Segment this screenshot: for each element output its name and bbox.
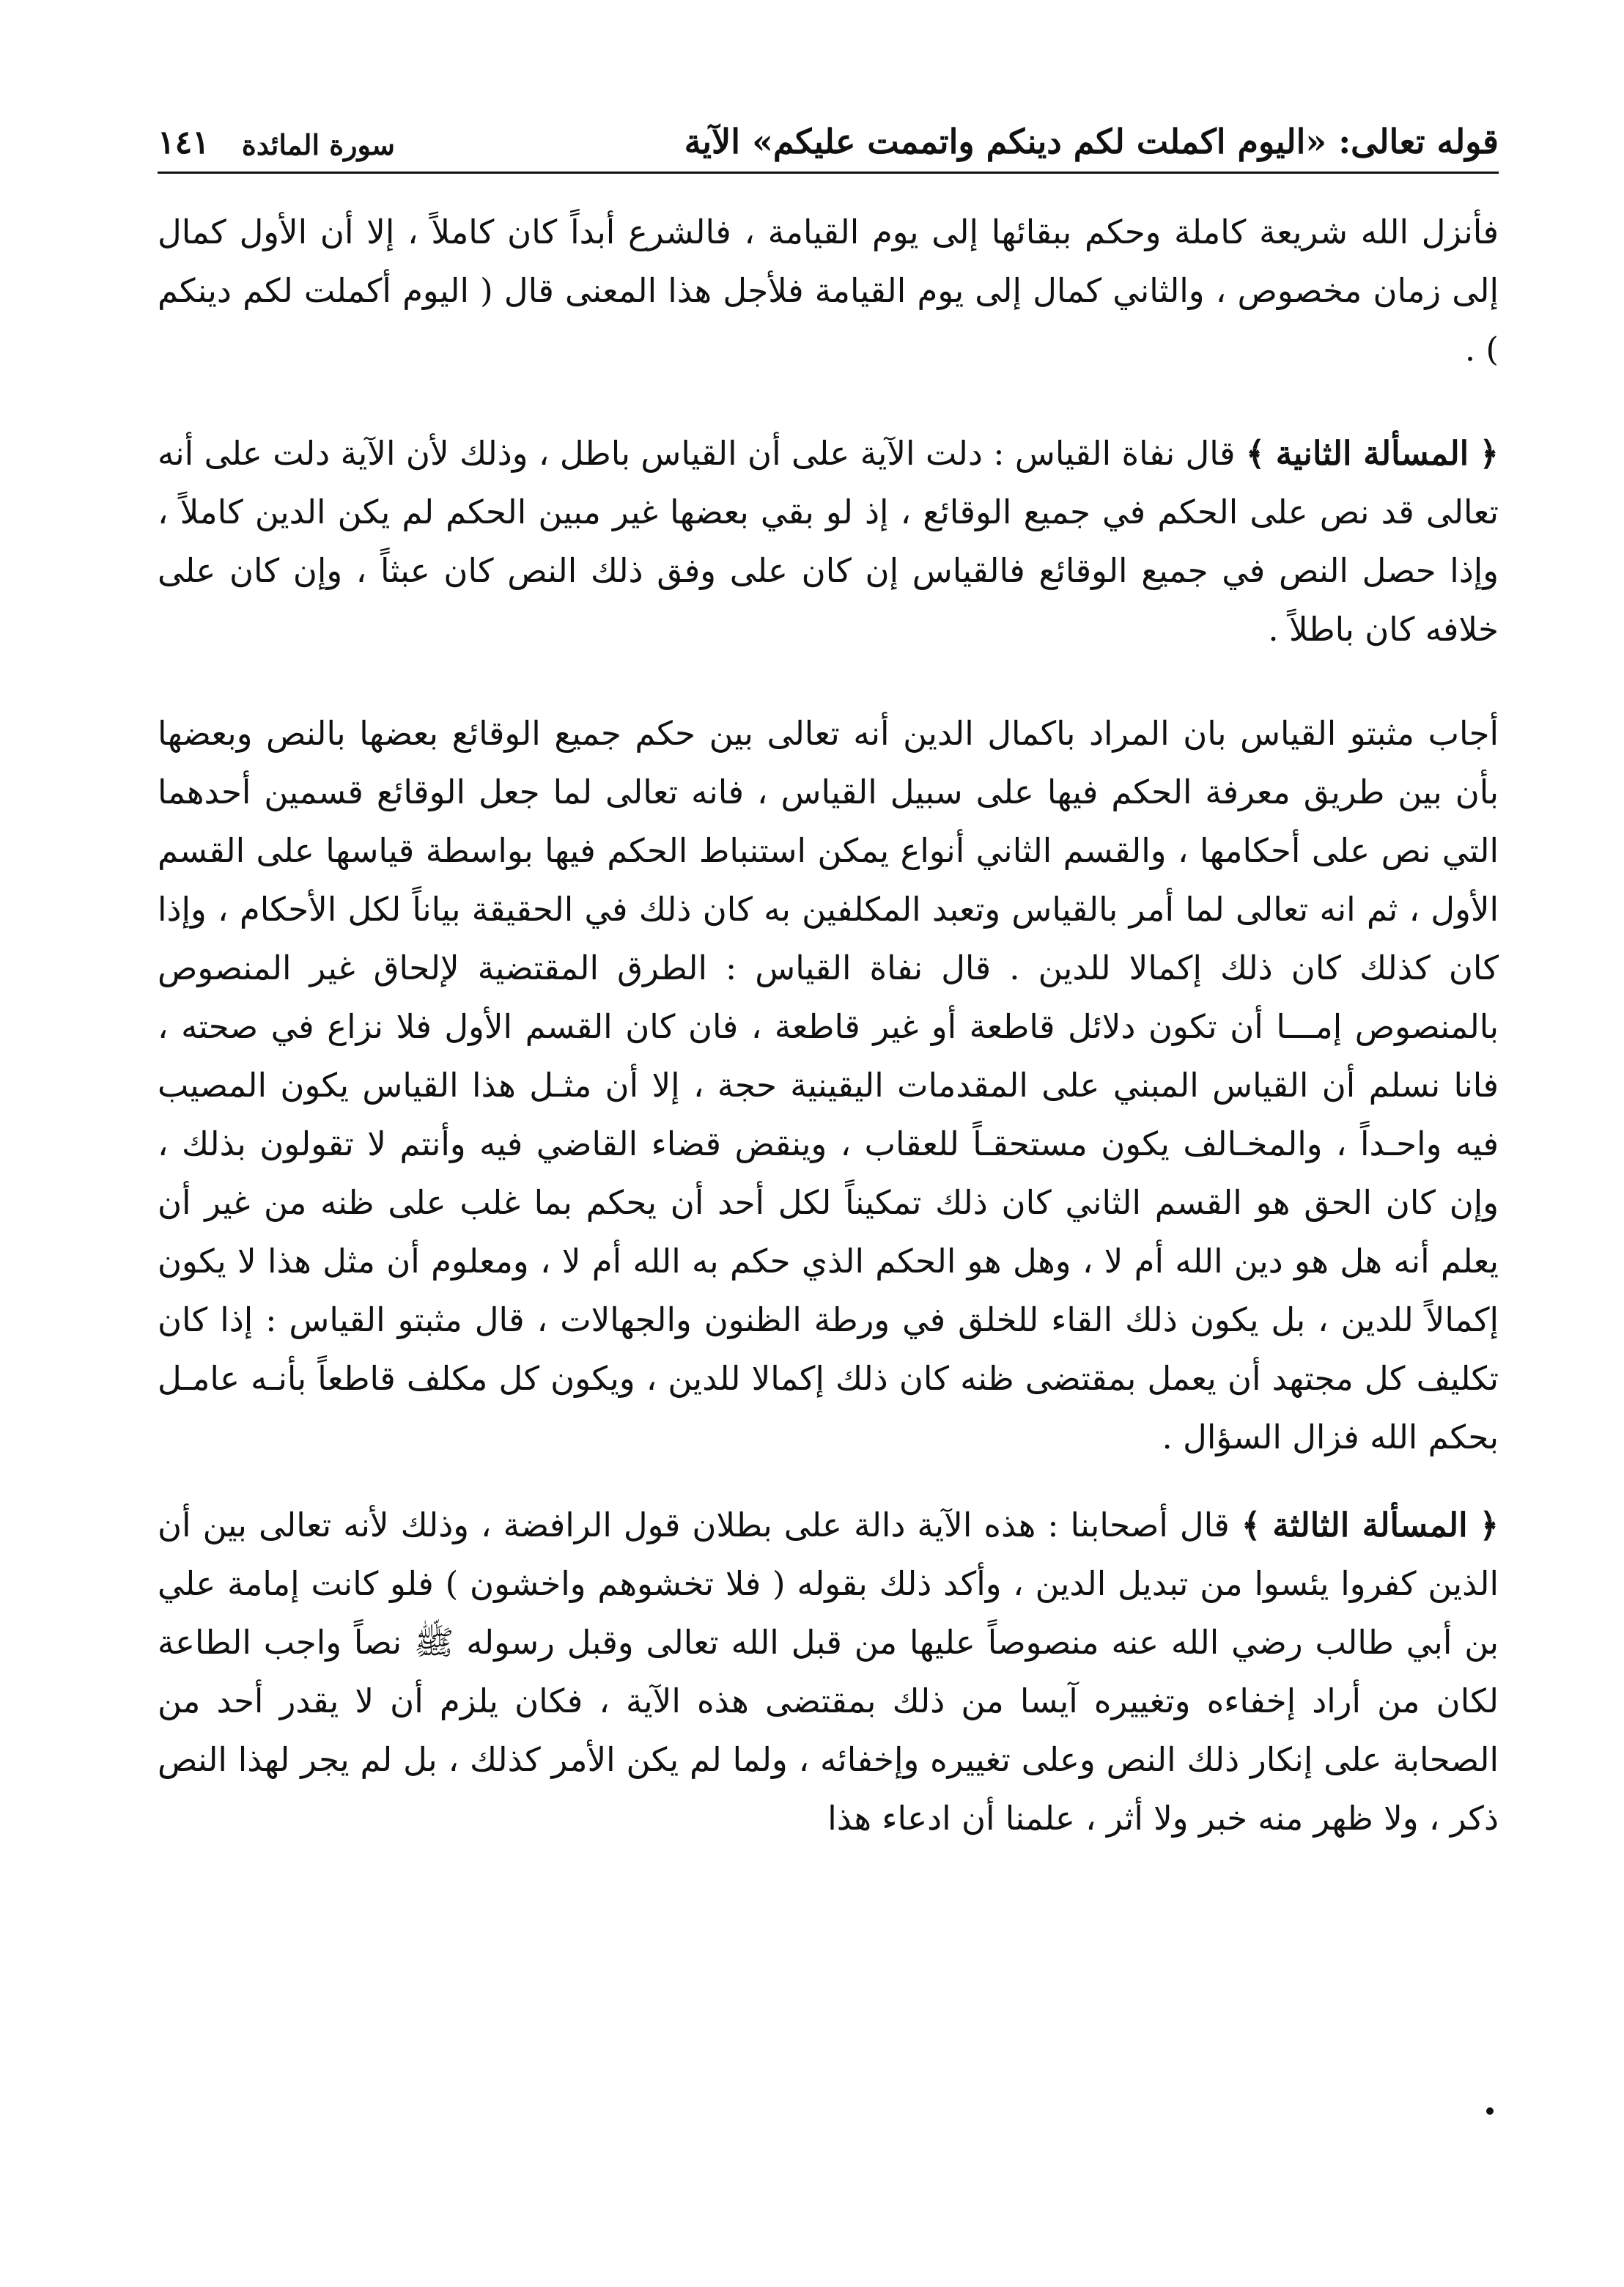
paragraph-3: أجاب مثبتو القياس بان المراد باكمال الدين أنه تعالى بين حكم جميع الوقائع بعضها بالنص وبعضها بأن بين طريق معرفة الحكم فيها على سبيل القياس ، فانه تعالى لما جعل الوقائع قسمين أحدهما التي نص على أحكامها ، والقسم الثاني أنواع يمكن استنباط الحكم فيها بواسطة قياسها على القسم الأول ، ثم انه تعالى لما أمر بالقياس وتعبد المكلفين به كان ذلك في الحقيقة بياناً لكل الأحكام ، وإذا كان كذلك كان ذلك إكمالا للدين . قال نفاة القياس : الطرق المقتضية لإلحاق غير المنصوص بالمنصوص إمـــا أن تكون دلائل قاطعة أو غير قاطعة ، فان كان القسم الأول فلا نزاع في صحته ، فانا نسلم أن القياس المبني على المقدمات اليقينية حجة ، إلا أن مثـل هذا القياس يكون المصيب فيه واحـداً ، والمخـالف يكون مستحقـاً للعقاب ، وينقض قضاء القاضي فيه وأنتم لا تقولون بذلك ، وإن كان الحق هو القسم الثاني كان ذلك تمكيناً لكل أحد أن يحكم بما غلب على ظنه من غير أن يعلم أنه هل هو دين الله أم لا ، وهل هو الحكم الذي حكم به الله أم لا ، ومعلوم أن مثل هذا لا يكون إكمالاً للدين ، بل يكون ذلك القاء للخلق في ورطة الظنون والجهالات ، قال مثبتو القياس : إذا كان تكليف كل مجتهد أن يعمل بمقتضى ظنه كان ذلك إكمالا للدين ، ويكون كل مكلف قاطعاً بأنـه عامـل بحكم الله فزال السؤال . xyxy=(158,714,1499,1456)
heading-open-bracket: ﴿ xyxy=(1479,434,1499,473)
paragraph-2-text: قال نفاة القياس : دلت الآية على أن القياس باطل ، وذلك لأن الآية دلت على أنه تعالى قد نص على الحكم في جميع الوقائع ، إذ لو بقي بعضها غير مبين الحكم لم يكن الدين كاملاً ، وإذا حصل النص في جميع الوقائع فالقياس إن كان على وفق ذلك النص كان عبثاً ، وإن كان على خلافه كان باطلاً . xyxy=(158,434,1499,649)
page-body xyxy=(158,203,1499,1848)
running-header xyxy=(158,81,1499,174)
section-heading-3: المسألة الثالثة xyxy=(1272,1506,1468,1544)
header-title: قوله تعالى: «اليوم اكملت لكم دينكم واتممت عليكم» الآية xyxy=(684,122,1499,161)
ink-dot xyxy=(1486,2107,1494,2115)
paragraph-4-text: قال أصحابنا : هذه الآية دالة على بطلان قول الرافضة ، وذلك لأنه تعالى بين أن الذين كفروا يئسوا من تبديل الدين ، وأكد ذلك بقوله ( فلا تخشوهم واخشون ) فلو كانت إمامة علي بن أبي طالب رضي الله عنه منصوصاً عليها من قبل الله تعالى وقبل رسوله ﷺ نصاً واجب الطاعة لكان من أراد إخفاءه وتغييره آيسا من ذلك بمقتضى هذه الآية ، فكان يلزم أن لا يقدر أحد من الصحابة على إنكار ذلك النص وعلى تغييره وإخفائه ، ولما لم يكن الأمر كذلك ، بل لم يجر لهذا النص ذكر ، ولا ظهر منه خبر ولا أثر ، علمنا أن ادعاء هذا xyxy=(158,1506,1499,1838)
header-meta xyxy=(158,124,395,161)
paragraph-4 xyxy=(158,1496,1499,1848)
heading-close-bracket: ﴾ xyxy=(1241,1506,1261,1544)
header-surah: سورة المائدة xyxy=(241,128,395,161)
paragraph-1: فأنزل الله شريعة كاملة وحكم ببقائها إلى يوم القيامة ، فالشرع أبداً كان كاملاً ، إلا أن الأول كمال إلى زمان مخصوص ، والثاني كمال إلى يوم القيامة فلأجل هذا المعنى قال ( اليوم أكملت لكم دينكم ) . xyxy=(158,213,1499,369)
page-number: ١٤١ xyxy=(158,124,210,161)
heading-open-bracket: ﴿ xyxy=(1479,1506,1499,1544)
paragraph-2 xyxy=(158,424,1499,659)
section-heading-2: المسألة الثانية xyxy=(1275,434,1469,473)
heading-close-bracket: ﴾ xyxy=(1245,434,1266,473)
book-page xyxy=(158,81,1499,2206)
